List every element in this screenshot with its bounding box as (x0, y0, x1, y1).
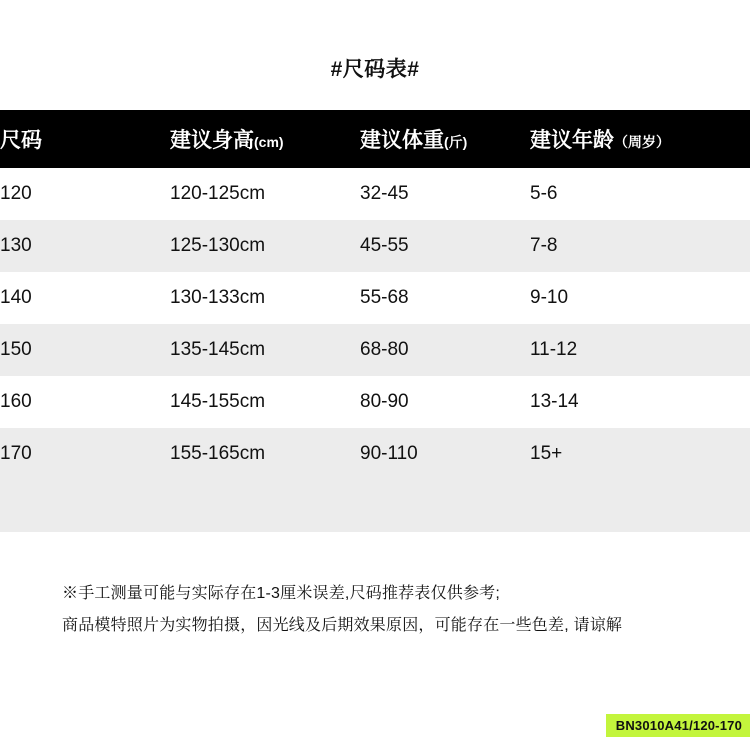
column-header-size-label: 尺码 (0, 129, 42, 153)
column-header-weight-label: 建议体重 (360, 129, 444, 153)
product-code-badge: BN3010A41/120-170 (606, 714, 750, 737)
cell-age: 13-14 (530, 391, 579, 413)
table-row (0, 428, 750, 480)
table-row (0, 272, 750, 324)
cell-height: 130-133cm (170, 287, 266, 309)
cell-size: 140 (0, 287, 32, 309)
table-row (0, 324, 750, 376)
cell-size: 150 (0, 339, 32, 361)
cell-weight: 45-55 (360, 235, 409, 257)
cell-weight: 80-90 (360, 391, 409, 413)
cell-height: 145-155cm (170, 391, 266, 413)
cell-weight: 32-45 (360, 183, 409, 205)
cell-age: 9-10 (530, 287, 569, 309)
column-header-height-label: 建议身高 (170, 129, 254, 153)
note-line-color: 商品模特照片为实物拍摄，因光线及后期效果原因，可能存在一些色差, 请谅解 (62, 617, 623, 635)
size-chart-table (0, 110, 750, 480)
table-row (0, 376, 750, 428)
notes-section (0, 578, 750, 642)
column-header-height-unit: (cm) (254, 134, 284, 151)
cell-weight: 90-110 (360, 443, 418, 465)
column-header-age-label: 建议年龄 (530, 129, 614, 153)
cell-age: 5-6 (530, 183, 558, 205)
cell-height: 155-165cm (170, 443, 266, 465)
column-header-age-unit: （周岁） (614, 134, 670, 151)
cell-height: 120-125cm (170, 183, 266, 205)
page-title: #尺码表# (330, 58, 420, 81)
table-filler-band (0, 480, 750, 532)
cell-weight: 68-80 (360, 339, 409, 361)
column-header-size (0, 110, 170, 168)
cell-height: 135-145cm (170, 339, 266, 361)
cell-weight: 55-68 (360, 287, 409, 309)
column-header-weight-unit: (斤) (444, 134, 468, 151)
column-header-age (530, 110, 750, 168)
cell-size: 160 (0, 391, 32, 413)
cell-age: 15+ (530, 443, 563, 465)
column-header-weight (360, 110, 530, 168)
table-header-row (0, 110, 750, 168)
cell-size: 120 (0, 183, 32, 205)
table-row (0, 168, 750, 220)
cell-age: 11-12 (530, 339, 578, 361)
cell-size: 170 (0, 443, 32, 465)
column-header-height (170, 110, 360, 168)
cell-size: 130 (0, 235, 32, 257)
cell-height: 125-130cm (170, 235, 266, 257)
cell-age: 7-8 (530, 235, 558, 257)
note-line-measurement: ※手工测量可能与实际存在1-3厘米误差,尺码推荐表仅供参考; (62, 585, 501, 603)
table-row (0, 220, 750, 272)
